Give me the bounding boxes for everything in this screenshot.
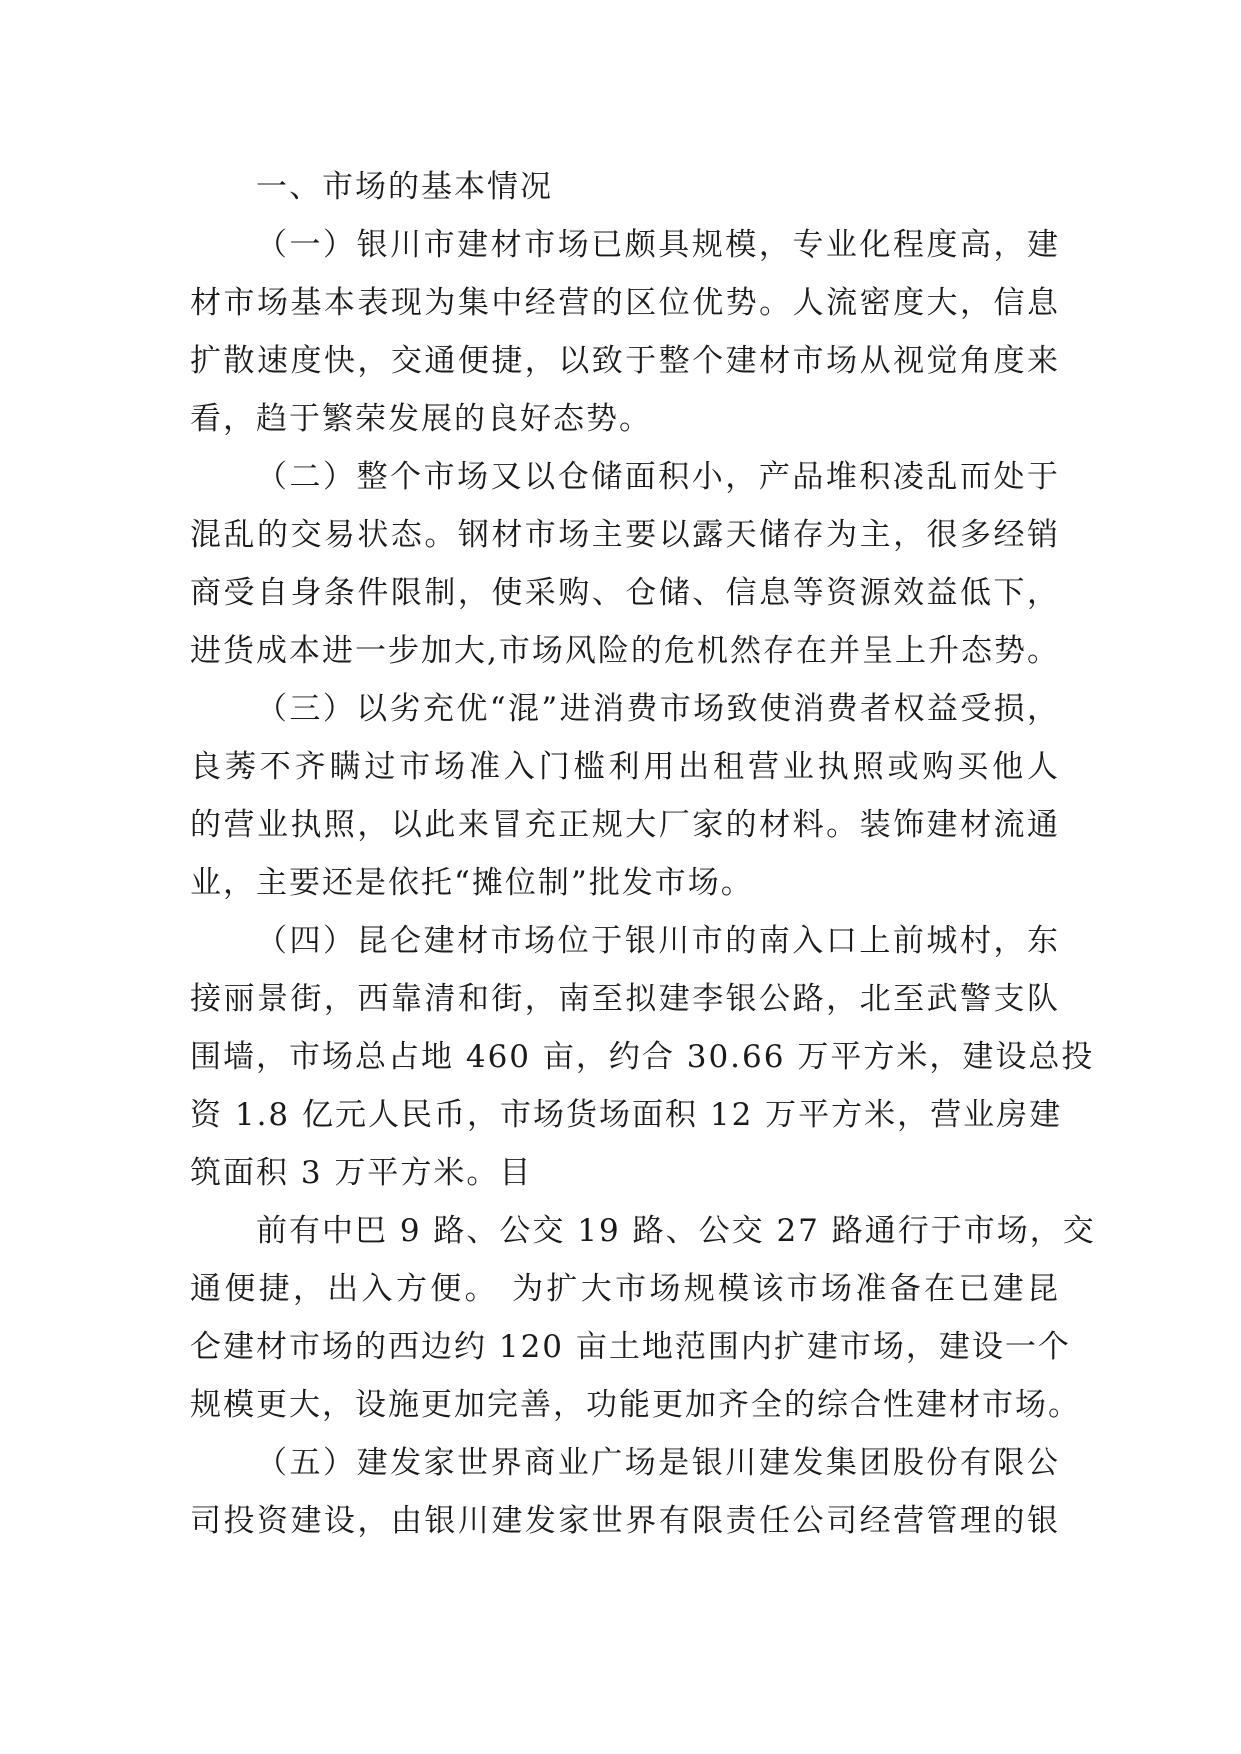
text-line: （三）以劣充优“混”进消费市场致使消费者权益受损， [256,691,1060,727]
text-line: 围墙，市场总占地 460 亩，约合 30.66 万平方米，建设总投 [190,1039,1095,1075]
section-heading: 一、市场的基本情况 [256,169,553,205]
text-line: 进货成本进一步加大,市场风险的危机然存在并呈上升态势。 [190,633,1060,669]
text-line: （二）整个市场又以仓储面积小，产品堆积凌乱而处于 [256,459,1060,495]
text-line: 前有中巴 9 路、公交 19 路、公交 27 路通行于市场，交 [256,1213,1096,1249]
text-line: 混乱的交易状态。钢材市场主要以露天储存为主，很多经销 [190,517,1060,553]
text-line: 接丽景街，西靠清和街，南至拟建李银公路，北至武警支队 [190,981,1060,1017]
text-line: 材市场基本表现为集中经营的区位优势。人流密度大，信息 [190,285,1060,321]
text-line: 通便捷，出入方便。 为扩大市场规模该市场准备在已建昆 [190,1271,1060,1307]
text-line: 良莠不齐瞒过市场准入门槛利用出租营业执照或购买他人 [190,749,1060,785]
text-line: 业，主要还是依托“摊位制”批发市场。 [190,865,754,901]
text-line: 看，趋于繁荣发展的良好态势。 [190,401,652,437]
document-body [190,158,1096,1550]
text-line: （一）银川市建材市场已颇具规模，专业化程度高，建 [256,227,1060,263]
text-line: （五）建发家世界商业广场是银川建发集团股份有限公 [256,1445,1060,1481]
paragraph-lines [190,216,1096,1550]
text-line: 规模更大，设施更加完善，功能更加齐全的综合性建材市场。 [190,1387,1081,1423]
text-line: 资 1.8 亿元人民币，市场货场面积 12 万平方米，营业房建 [190,1097,1063,1133]
text-line: 仑建材市场的西边约 120 亩土地范围内扩建市场，建设一个 [190,1329,1071,1365]
text-line: （四）昆仑建材市场位于银川市的南入口上前城村，东 [256,923,1060,959]
text-line: 扩散速度快，交通便捷，以致于整个建材市场从视觉角度来 [190,343,1060,379]
text-line: 的营业执照，以此来冒充正规大厂家的材料。装饰建材流通 [190,807,1060,843]
text-line: 筑面积 3 万平方米。目 [190,1155,533,1191]
text-line: 商受自身条件限制，使采购、仓储、信息等资源效益低下， [190,575,1060,611]
text-line: 司投资建设，由银川建发家世界有限责任公司经营管理的银 [190,1503,1060,1539]
